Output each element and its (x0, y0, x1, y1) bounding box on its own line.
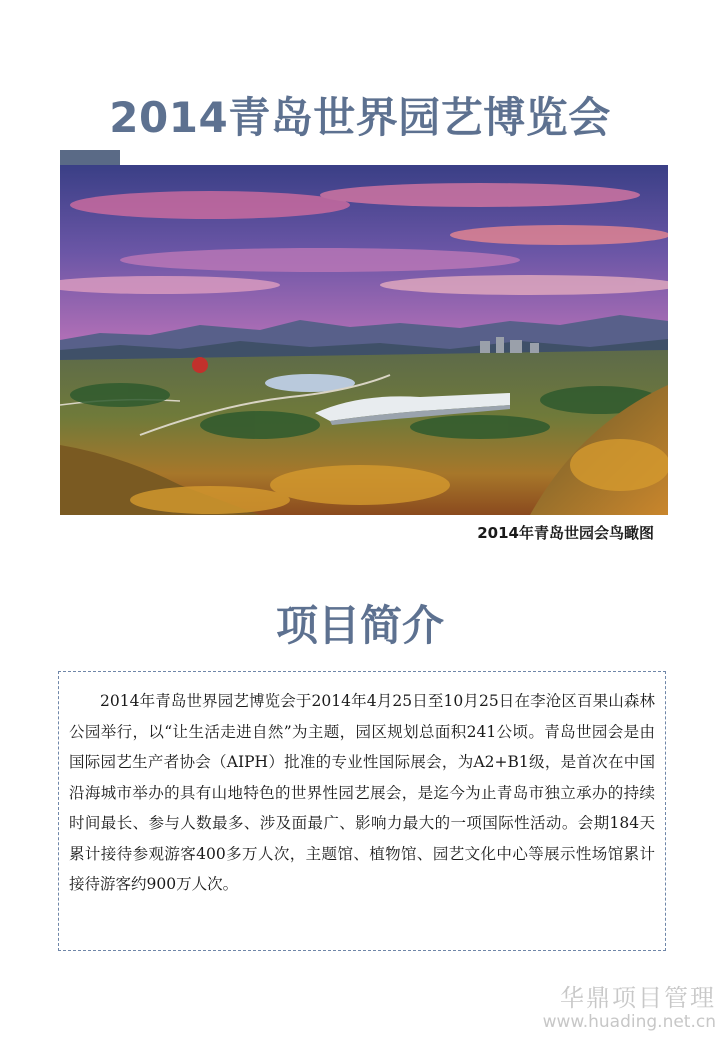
watermark-name: 华鼎项目管理 (560, 984, 716, 1012)
intro-paragraph: 2014年青岛世界园艺博览会于2014年4月25日至10月25日在李沧区百果山森林公园举行，以“让生活走进自然”为主题，园区规划总面积241公顷。青岛世园会是由国际园艺生产者协会（AIPH）批准的专业性国际展会，为A2+B1级，是首次在中国沿海城市举办的具有山地特色的世界性园艺展会，是迄今为止青岛市独立承办的持续时间最长、参与人数最多、涉及面最广、影响力最大的一项国际性活动。会期184天累计接待参观游客400多万人次，主题馆、植物馆、园艺文化中心等展示性场馆累计接待游客约900万人次。 (69, 692, 655, 893)
watermark (543, 984, 716, 1032)
title-accent-bar (60, 150, 120, 165)
page-title: 2014青岛世界园艺博览会 (109, 93, 611, 142)
photo-caption: 2014年青岛世园会鸟瞰图 (477, 524, 654, 542)
watermark-url: www.huading.net.cn (542, 1012, 716, 1032)
section-heading: 项目简介 (275, 601, 444, 650)
intro-box (58, 671, 666, 951)
expo-aerial-photo (60, 165, 668, 515)
